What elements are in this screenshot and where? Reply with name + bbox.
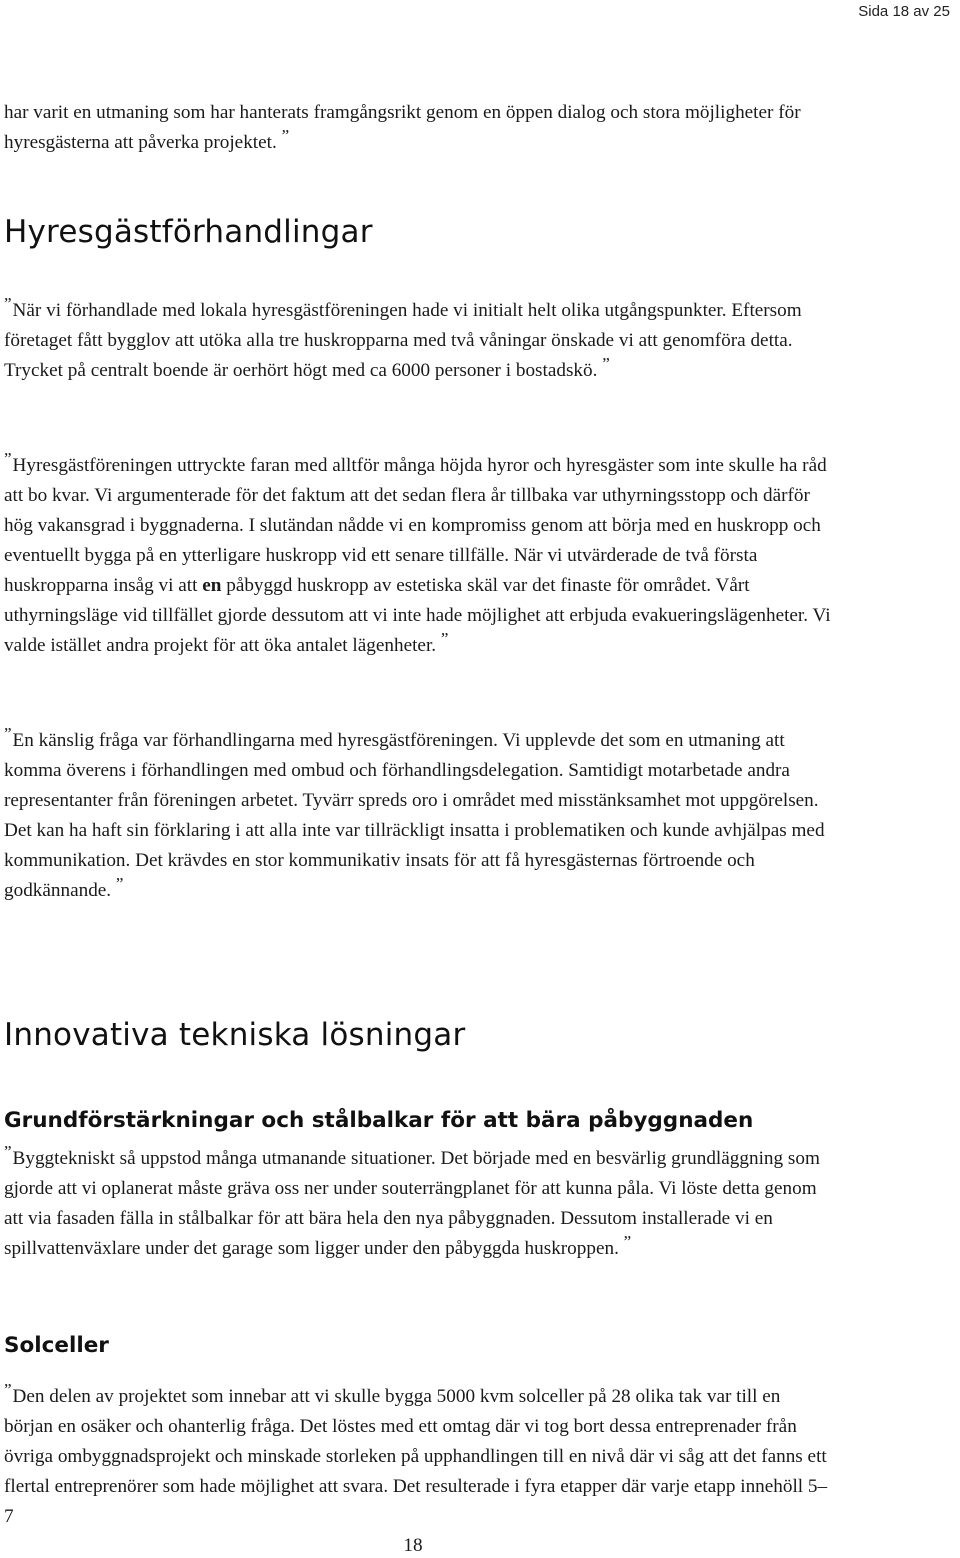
solar-cells-paragraph (4, 1382, 834, 1532)
heading-innovative-solutions: Innovativa tekniska lösningar (4, 1017, 466, 1053)
page-number: 18 (403, 1535, 423, 1556)
opening-quote-mark: ” (4, 294, 12, 313)
closing-quote-mark: ” (623, 1232, 632, 1251)
intro-text: har varit en utmaning som har hanterats framgångsrikt genom en öppen dialog och stora möjligheter för hyresgästerna att påverka projektet. (4, 102, 801, 153)
negotiations-p2-text-a: Hyresgästföreningen uttryckte faran med alltför många höjda hyror och hyresgäster som inte skulle ha råd att bo kvar. Vi argumenterade för det faktum att det sedan flera år tillbaka var uthyrningsstopp och därför hög vakansgrad i byggnaderna. I slutändan nådde vi en kompromiss genom att börja med en huskropp och eventuellt bygga på en ytterligare huskropp vid ett senare tillfälle. När vi utvärderade de två första huskropparna insåg vi att (4, 455, 827, 596)
closing-quote-mark: ” (115, 874, 124, 893)
negotiations-p1-text: När vi förhandlade med lokala hyresgästföreningen hade vi initialt helt olika utgångspunkter. Eftersom företaget fått bygglov att utöka alla tre huskropparna med två våningar önskade vi att genomföra detta. Trycket på centralt boende är oerhört högt med ca 6000 personer i bostadskö. (4, 300, 802, 381)
solar-cells-text: Den delen av projektet som innebar att vi skulle bygga 5000 kvm solceller på 28 olika tak var till en början en osäker och ohanterlig fråga. Det löstes med ett omtag där vi tog bort dessa entreprenader från övriga ombyggnadsprojekt och minskade storleken på upphandlingen till en nivå där vi såg att det fanns ett flertal entreprenörer som hade möjlighet att svara. Det resulterade i fyra etapper där varje etapp innehöll 5–7 (4, 1386, 828, 1527)
subheading-foundation: Grundförstärkningar och stålbalkar för att bära påbyggnaden (4, 1108, 754, 1133)
subheading-solar-cells: Solceller (4, 1333, 109, 1358)
negotiations-paragraph-1 (4, 296, 834, 386)
negotiations-p2-text-b: påbyggd huskropp av estetiska skäl var det finaste för området. Vårt uthyrningsläge vid tillfället gjorde dessutom att vi inte hade möjlighet att erbjuda evakueringslägenheter. Vi valde istället andra projekt för att öka antalet lägenheter. (4, 575, 831, 656)
opening-quote-mark: ” (4, 1380, 12, 1399)
page-header: Sida 18 av 25 (858, 3, 950, 20)
negotiations-paragraph-3 (4, 726, 834, 906)
negotiations-paragraph-2 (4, 451, 834, 661)
closing-quote-mark: ” (602, 354, 610, 373)
closing-quote-mark: ” (440, 629, 449, 648)
closing-quote-mark: ” (281, 126, 290, 145)
heading-negotiations: Hyresgästförhandlingar (4, 214, 373, 250)
opening-quote-mark: ” (4, 1142, 12, 1161)
foundation-text: Byggtekniskt så uppstod många utmanande situationer. Det började med en besvärlig grundläggning som gjorde att vi oplanerat måste gräva oss ner under souterrängplanet för att kunna påla. Vi löste detta genom att via fasaden fälla in stålbalkar för att bära hela den nya påbyggnaden. Dessutom installerade vi en spillvattenväxlare under det garage som ligger under den påbyggda huskroppen. (4, 1148, 820, 1259)
opening-quote-mark: ” (4, 449, 12, 468)
intro-paragraph (4, 98, 834, 158)
negotiations-p3-text: En känslig fråga var förhandlingarna med hyresgästföreningen. Vi upplevde det som en utmaning att komma överens i förhandlingen med ombud och förhandlingsdelegation. Samtidigt motarbetade andra representanter från föreningen arbetet. Tyvärr spreds oro i området med misstänksamhet mot uppgörelsen. Det kan ha haft sin förklaring i att alla inte var tillräckligt insatta i problematiken och kunde avhjälpas med kommunikation. Det krävdes en stor kommunikativ insats för att få hyresgästernas förtroende och godkännande. (4, 730, 825, 901)
negotiations-p2-bold: en (202, 575, 222, 596)
opening-quote-mark: ” (4, 724, 12, 743)
foundation-paragraph (4, 1144, 834, 1264)
